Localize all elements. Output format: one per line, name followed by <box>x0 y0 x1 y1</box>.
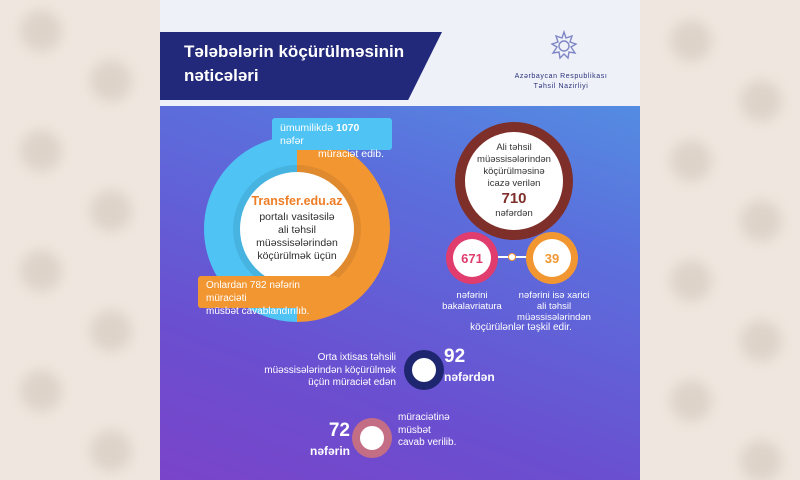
vocational-approved-count: 72 <box>328 420 350 441</box>
ministry-name: Azərbaycan Respublikası Təhsil Nazirliyi <box>514 73 608 90</box>
vocational-count: 92 <box>444 346 466 367</box>
foreign-count: 39 <box>533 239 571 277</box>
vocational-text: Orta ixtisas təhsili müəssisələrindən köçürülmək üçün müraciət edən <box>264 352 396 388</box>
bachelor-count: 671 <box>453 239 491 277</box>
left-background-pattern <box>0 0 160 480</box>
ministry-logo-icon <box>548 30 580 62</box>
portal-text: Transfer.edu.az portalı vasitəsilə ali təhsil müəssisələrindən köçürülmək üçün <box>251 194 343 262</box>
allowed-count: 710 <box>501 190 527 207</box>
applications-count: 1070 <box>336 122 360 134</box>
page-title: Tələbələrin köçürülməsinin nəticələri <box>184 42 405 85</box>
vocational-unit: nəfərdən <box>444 370 495 384</box>
vocational-ring-center <box>412 358 436 382</box>
vocational-approved-text: müraciətinə müsbət cavab verilib. <box>398 412 457 448</box>
applications-callout: ümumilikdə 1070 nəfər müraciət edib. <box>272 118 392 150</box>
allowed-circle: Ali təhsil müəssisələrindən köçürülməsinə icazə verilən 710 nəfərdən <box>465 132 563 230</box>
bachelor-caption: nəfərini bakalavriatura <box>442 290 502 312</box>
infographic-poster <box>160 0 640 480</box>
vocational-approved-unit: nəfərin <box>309 444 350 458</box>
transfer-outcome-text: köçürülənlər təşkil edir. <box>470 322 572 333</box>
portal-link: Transfer.edu.az <box>251 194 343 208</box>
approved-callout: Onlardan 782 nəfərin müraciəti müsbət cavablandırılıb. <box>198 276 338 308</box>
foreign-caption: nəfərini isə xarici ali təhsil müəssisələrindən <box>517 290 591 323</box>
vocational-approved-ring-center <box>360 426 384 450</box>
right-background-pattern <box>640 0 800 480</box>
connector-dot <box>508 253 516 261</box>
